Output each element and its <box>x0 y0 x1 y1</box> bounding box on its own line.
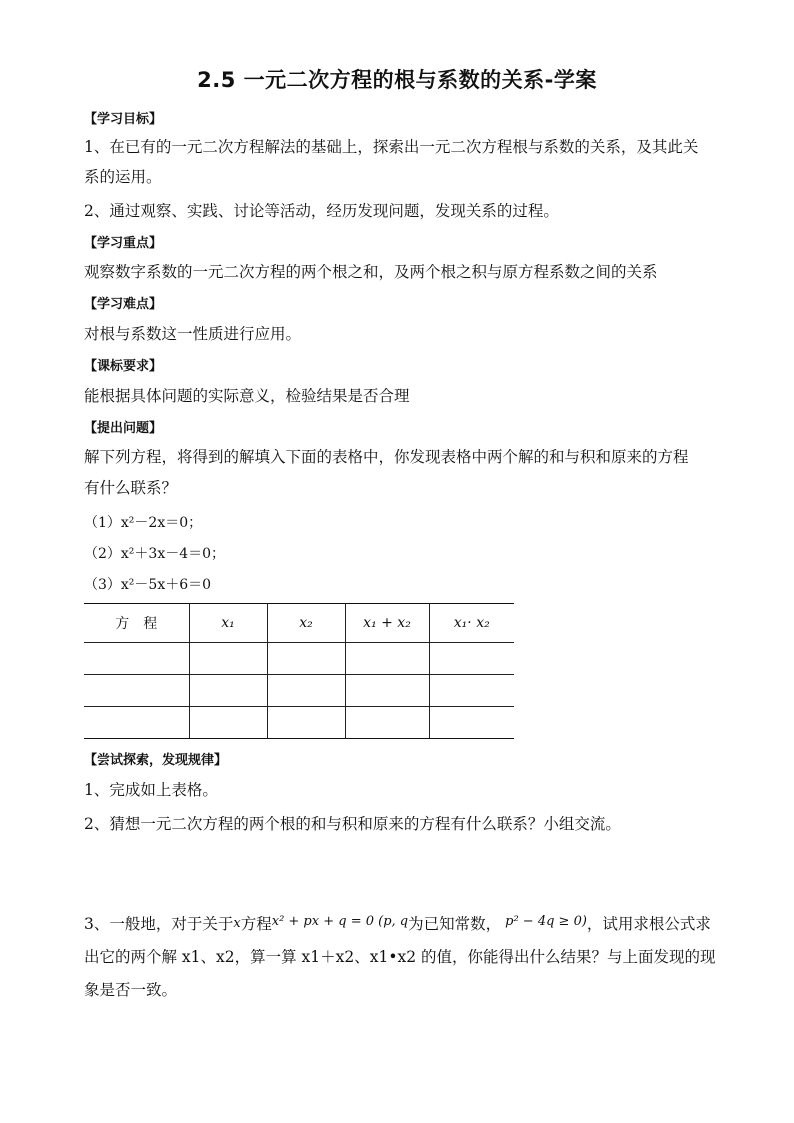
explore-3-line3: 象是否一致。 <box>84 981 178 999</box>
goal-1-line2: 系的运用。 <box>84 168 162 186</box>
table-header-row <box>84 604 514 643</box>
table-cell[interactable] <box>189 707 267 739</box>
table-cell[interactable] <box>429 707 514 739</box>
difficulty-text: 对根与系数这一性质进行应用。 <box>84 325 302 343</box>
explore-3-mid1: 方程 <box>240 915 272 933</box>
curriculum-text: 能根据具体问题的实际意义，检验结果是否合理 <box>84 387 410 405</box>
goal-header: 【学习目标】 <box>84 112 163 127</box>
table-cell[interactable] <box>345 707 429 739</box>
header-product: x₁· x₂ <box>429 604 514 643</box>
header-sum: x₁ + x₂ <box>345 604 429 643</box>
table-cell[interactable] <box>84 707 189 739</box>
key-text: 观察数字系数的一元二次方程的两个根之和，及两个根之积与原方程系数之间的关系 <box>84 263 658 281</box>
explore-3-formula1: x² + px + q = 0 (p, q <box>271 914 409 929</box>
table-cell[interactable] <box>345 643 429 675</box>
explore-1: 1、完成如上表格。 <box>84 781 218 799</box>
header-x1: x₁ <box>189 604 267 643</box>
explore-2: 2、猜想一元二次方程的两个根的和与积和原来的方程有什么联系？小组交流。 <box>84 815 621 833</box>
table-row <box>84 643 514 675</box>
explore-header: 【尝试探索，发现规律】 <box>84 753 228 768</box>
equation-1: （1）x²－2x＝0； <box>84 515 203 531</box>
header-equation: 方 程 <box>84 604 189 643</box>
explore-3-mid2: 为已知常数， <box>408 915 502 933</box>
explore-3-formula2: p² − 4q ≥ 0) <box>505 914 587 929</box>
table-cell[interactable] <box>189 643 267 675</box>
table-cell[interactable] <box>267 643 345 675</box>
explore-3-post: ，试用求根公式求 <box>586 915 711 933</box>
explore-3-line2: 出它的两个解 x1、x2，算一算 x1＋x2、x1•x2 的值，你能得出什么结果？与上面发现的现 <box>84 948 716 966</box>
explore-3-pre: 3、一般地，对于关于 <box>84 915 234 933</box>
difficulty-header: 【学习难点】 <box>84 297 163 312</box>
equation-3: （3）x²－5x＋6＝0 <box>84 577 212 593</box>
explore-3-var: x <box>233 916 241 931</box>
goal-1-line1: 1、在已有的一元二次方程解法的基础上，探索出一元二次方程根与系数的关系，及其此关 <box>84 138 699 156</box>
table-cell[interactable] <box>429 643 514 675</box>
solutions-table <box>84 603 514 739</box>
header-x2: x₂ <box>267 604 345 643</box>
table-cell[interactable] <box>84 675 189 707</box>
table-cell[interactable] <box>345 675 429 707</box>
equation-2: （2）x²＋3x－4＝0； <box>84 546 226 562</box>
curriculum-header: 【课标要求】 <box>84 359 163 374</box>
table-cell[interactable] <box>429 675 514 707</box>
question-line2: 有什么联系？ <box>84 479 178 497</box>
table-cell[interactable] <box>267 707 345 739</box>
table-cell[interactable] <box>189 675 267 707</box>
table-row <box>84 707 514 739</box>
table-cell[interactable] <box>84 643 189 675</box>
goal-2: 2、通过观察、实践、讨论等活动，经历发现问题，发现关系的过程。 <box>84 202 559 220</box>
question-header: 【提出问题】 <box>84 421 163 436</box>
key-header: 【学习重点】 <box>84 236 163 251</box>
explore-3-line1 <box>84 912 711 934</box>
table-cell[interactable] <box>267 675 345 707</box>
table-row <box>84 675 514 707</box>
page-title: 2.5 一元二次方程的根与系数的关系-学案 <box>197 68 597 92</box>
question-line1: 解下列方程，将得到的解填入下面的表格中，你发现表格中两个解的和与积和原来的方程 <box>84 448 689 466</box>
